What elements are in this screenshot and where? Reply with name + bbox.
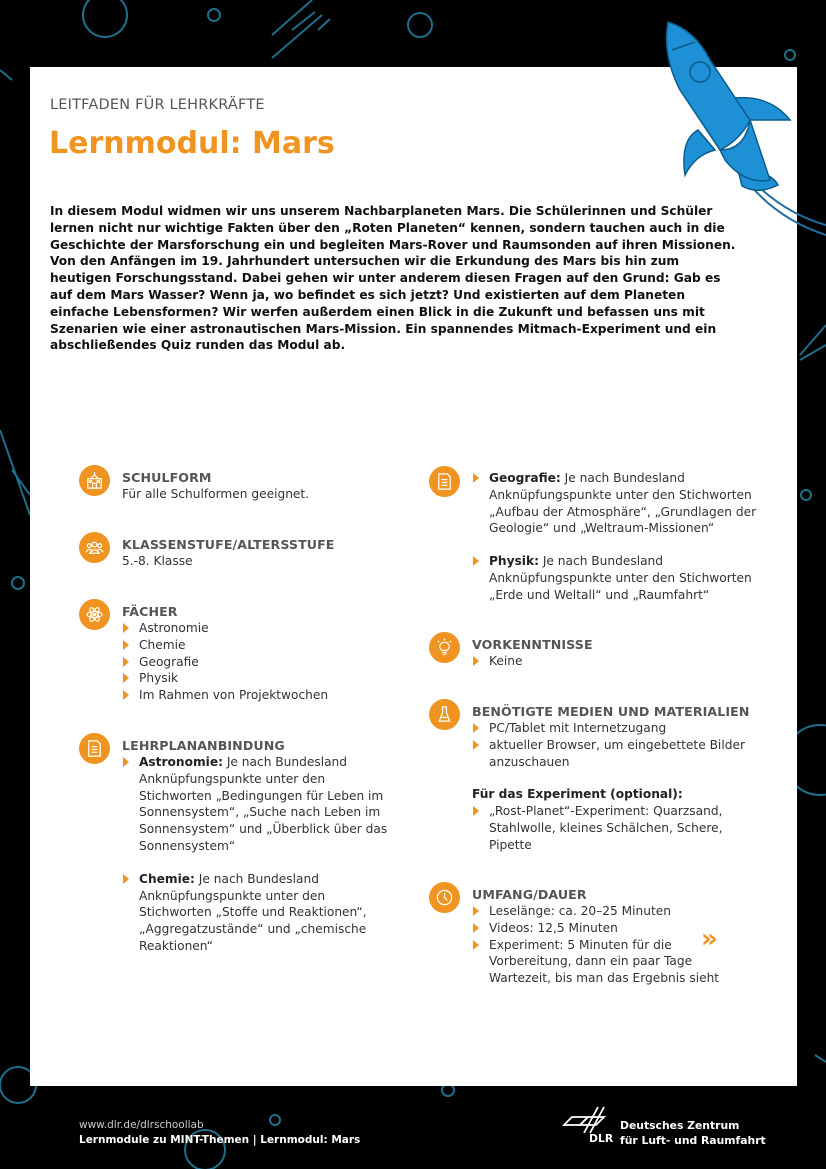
dlr-logo-text: DLR — [589, 1132, 614, 1145]
list-item: Astronomie — [122, 620, 402, 637]
experiment-subheading: Für das Experiment (optional): — [472, 787, 683, 802]
bullet-arrow-icon — [473, 923, 479, 933]
list-item: Geografie — [122, 654, 402, 671]
section-heading: BENÖTIGTE MEDIEN UND MATERIALIEN — [472, 704, 750, 719]
footer-organization: Deutsches Zentrum für Luft- und Raumfahrt — [620, 1119, 766, 1147]
list-item: Experiment: 5 Minuten für die Vorbereitung, dann ein paar Tage Wartezeit, bis man das Ergebnis sieht — [472, 937, 757, 987]
bullet-arrow-icon — [123, 657, 129, 667]
clock-icon — [429, 882, 460, 913]
people-group-icon — [79, 532, 110, 563]
bullet-arrow-icon — [473, 473, 479, 483]
section-text: 5.-8. Klasse — [122, 554, 193, 568]
footer-series: Lernmodule zu MINT-Themen | Lernmodul: Mars — [79, 1134, 361, 1146]
bullet-arrow-icon — [473, 556, 479, 566]
bullet-arrow-icon — [123, 623, 129, 633]
list-item: Geografie: Je nach Bundesland Anknüpfungspunkte unter den Stichworten „Aufbau der Atmosphäre“, „Grundlagen der Geologie“ und „Weltraum-Missionen“ — [472, 470, 757, 537]
section-faecher — [122, 603, 402, 704]
section-lehrplan — [122, 737, 397, 955]
section-heading: LEHRPLANANBINDUNG — [122, 738, 285, 753]
list-item: Physik — [122, 670, 402, 687]
atom-icon — [79, 599, 110, 630]
list-item: Chemie: Je nach Bundesland Anknüpfungspunkte unter den Stichworten „Stoffe und Reaktionen“, „Aggregatzustände“ und „chemische Reaktionen“ — [122, 871, 397, 955]
section-lehrplan-continued — [472, 470, 757, 604]
footer-left — [79, 1118, 360, 1148]
list-item: Keine — [472, 653, 757, 670]
bullet-arrow-icon — [473, 940, 479, 950]
bullet-arrow-icon — [473, 806, 479, 816]
section-heading: UMFANG/DAUER — [472, 887, 587, 902]
section-heading: VORKENNTNISSE — [472, 637, 593, 652]
section-text: Für alle Schulformen geeignet. — [122, 487, 310, 501]
list-item: aktueller Browser, um eingebettete Bilder anzuschauen — [472, 737, 757, 771]
next-page-icon[interactable]: » — [701, 924, 718, 954]
document-kicker: LEITFADEN FÜR LEHRKRÄFTE — [50, 97, 265, 113]
bullet-arrow-icon — [473, 656, 479, 666]
bullet-arrow-icon — [473, 906, 479, 916]
document-icon — [79, 733, 110, 764]
lightbulb-icon — [429, 632, 460, 663]
list-item: Leselänge: ca. 20–25 Minuten — [472, 903, 757, 920]
section-heading: KLASSENSTUFE/ALTERSSTUFE — [122, 537, 335, 552]
section-schulform — [122, 469, 402, 503]
list-item: Astronomie: Je nach Bundesland Anknüpfungspunkte unter den Stichworten „Bedingungen für Leben im Sonnensystem“, „Suche nach Leben im Sonnensystem“ und „Überblick über das Sonnensystem“ — [122, 754, 397, 855]
page-title: Lernmodul: Mars — [49, 126, 335, 161]
bullet-arrow-icon — [473, 723, 479, 733]
school-building-icon — [79, 465, 110, 496]
section-heading: FÄCHER — [122, 604, 178, 619]
section-heading: SCHULFORM — [122, 470, 212, 485]
footer-url[interactable]: www.dlr.de/dlrschoollab — [79, 1119, 204, 1131]
list-item: PC/Tablet mit Internetzugang — [472, 720, 757, 737]
list-item: „Rost-Planet“-Experiment: Quarzsand, Stahlwolle, kleines Schälchen, Schere, Pipette — [472, 803, 757, 853]
bullet-arrow-icon — [123, 640, 129, 650]
rocket-icon — [650, 10, 826, 240]
section-klassenstufe — [122, 536, 402, 570]
intro-paragraph: In diesem Modul widmen wir uns unserem Nachbarplaneten Mars. Die Schülerinnen und Schüler lernen nicht nur wichtige Fakten über den „Roten Planeten“ kennen, sondern tauchen auch in die Geschichte der Marsforschung ein und begleiten Mars-Rover und Raumsonden auf ihren Missionen. Von den Anfängen im 19. Jahrhundert untersuchen wir die Erkundung des Mars bis hin zum heutigen Forschungsstand. Dabei gehen wir unter anderem diesen Fragen auf den Grund: Gab es auf dem Mars Wasser? Wenn ja, wo befindet es sich jetzt? Und existierten auf dem Planeten einfache Lebensformen? Wir werfen außerdem einen Blick in die Zukunft und befassen uns mit Szenarien wie einer astronautischen Mars-Mission. Ein spannendes Mitmach-Experiment und ein abschließendes Quiz runden das Modul ab. — [50, 204, 736, 353]
bullet-arrow-icon — [123, 757, 129, 767]
bullet-arrow-icon — [123, 673, 129, 683]
section-vorkenntnisse — [472, 636, 757, 670]
list-item: Physik: Je nach Bundesland Anknüpfungspunkte unter den Stichworten „Erde und Weltall“ und „Raumfahrt“ — [472, 553, 757, 603]
bullet-arrow-icon — [123, 690, 129, 700]
bullet-arrow-icon — [123, 874, 129, 884]
list-item: Chemie — [122, 637, 402, 654]
bullet-arrow-icon — [473, 740, 479, 750]
flask-icon — [429, 699, 460, 730]
section-medien — [472, 703, 757, 854]
list-item: Im Rahmen von Projektwochen — [122, 687, 402, 704]
document-icon — [429, 466, 460, 497]
list-item: Videos: 12,5 Minuten — [472, 920, 757, 937]
